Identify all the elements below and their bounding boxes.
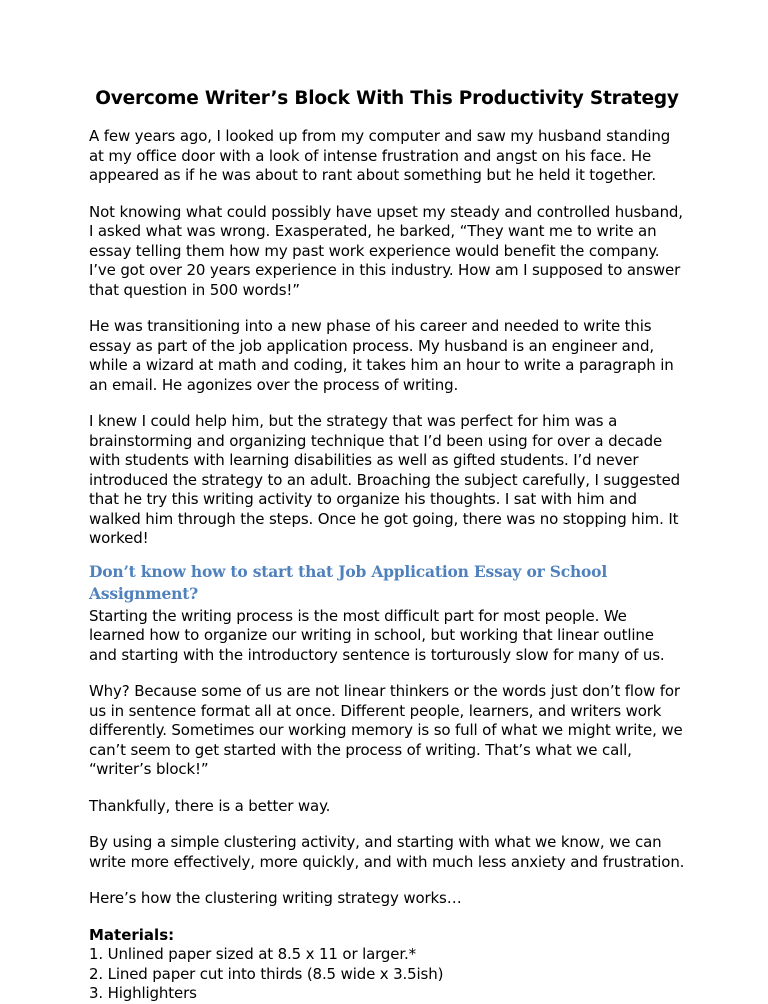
materials-heading: Materials: (89, 925, 175, 944)
paragraph-intro-3: He was transitioning into a new phase of his career and needed to write this essay as part of the job application process. My husband is an engineer and, while a wizard at math and coding, it takes him an hour to write a paragraph in an email. He agonizes over the process of writing. (89, 317, 674, 394)
paragraph-body-3: Thankfully, there is a better way. (89, 796, 331, 815)
materials-list (89, 945, 685, 1004)
document-page (89, 88, 685, 1004)
paragraph-body-1: Starting the writing process is the most difficult part for most people. We learned how to organize our writing in school, but working that linear outline and starting with the introductory sentence is torturously slow for many of us. (89, 606, 665, 664)
materials-list-item: 2. Lined paper cut into thirds (8.5 wide x 3.5ish) (89, 964, 444, 983)
paragraph-intro-4: I knew I could help him, but the strategy that was perfect for him was a brainstorming and organizing technique that I’d been using for over a decade with students with learning disabilities as well as gifted students. I’d never introduced the strategy to an adult. Broaching the subject carefully, I suggested that he try this writing activity to organize his thoughts. I sat with him and walked him through the steps. Once he got going, there was no stopping him. It worked! (89, 412, 681, 547)
materials-list-item: 1. Unlined paper sized at 8.5 x 11 or larger.* (89, 945, 416, 963)
paragraph-body-4: By using a simple clustering activity, and starting with what we know, we can write more effectively, more quickly, and with much less anxiety and frustration. (89, 833, 685, 871)
paragraph-body-5: Here’s how the clustering writing strategy works… (89, 889, 462, 907)
paragraph-intro-2: Not knowing what could possibly have upset my steady and controlled husband, I asked what was wrong. Exasperated, he barked, “They want me to write an essay telling them how my past work experience would benefit the company. I’ve got over 20 years experience in this industry. How am I supposed to answer that question in 500 words!” (89, 202, 683, 299)
paragraph-body-2: Why? Because some of us are not linear thinkers or the words just don’t flow for us in sentence format all at once. Different people, learners, and writers work differently. Sometimes our working memory is so full of what we might write, we can’t seem to get started with the process of writing. That’s what we call, “writer’s block!” (89, 682, 683, 778)
materials-list-item: 3. Highlighters (89, 984, 197, 1002)
paragraph-intro-1: A few years ago, I looked up from my computer and saw my husband standing at my office door with a look of intense frustration and angst on his face. He appeared as if he was about to rant about something but he held it together. (89, 127, 671, 184)
document-title: Overcome Writer’s Block With This Productivity Strategy (95, 88, 679, 109)
section-subheading: Don’t know how to start that Job Application Essay or School Assignment? (89, 561, 608, 603)
